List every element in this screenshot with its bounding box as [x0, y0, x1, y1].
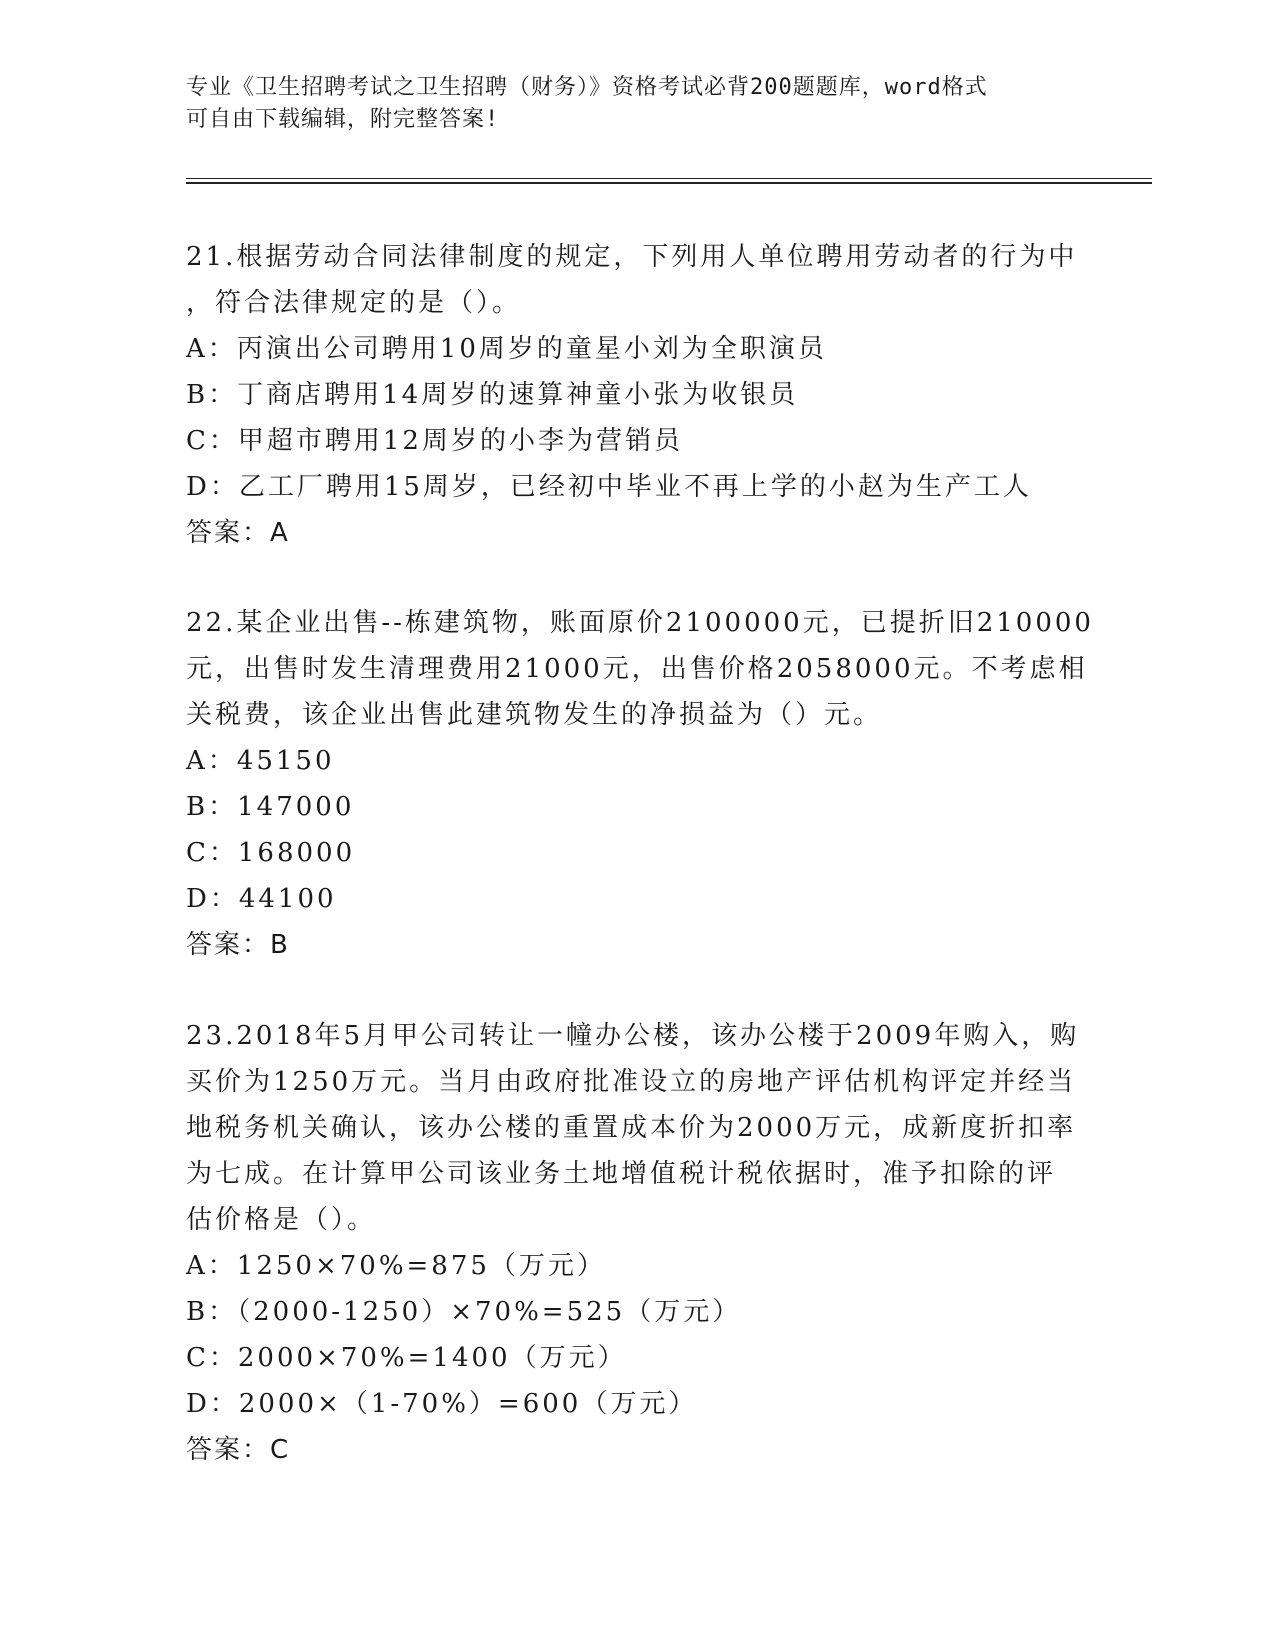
option-d: D：2000×（1-70%）=600（万元）	[186, 1389, 698, 1419]
question-block	[186, 234, 1086, 556]
option-d: D：44100	[186, 884, 337, 914]
option-b: B：丁商店聘用14周岁的速算神童小张为收银员	[186, 380, 799, 410]
header-divider	[186, 178, 1152, 179]
option-a: A：1250×70%=875（万元）	[186, 1251, 606, 1281]
option-d: D：乙工厂聘用15周岁，已经初中毕业不再上学的小赵为生产工人	[186, 472, 1032, 502]
question-stem-line: 22.某企业出售--栋建筑物，账面原价2100000元，已提折旧210000	[186, 608, 1094, 638]
option-c: C：2000×70%=1400（万元）	[186, 1343, 627, 1373]
answer: 答案：B	[186, 930, 290, 960]
question-stem	[186, 234, 1086, 326]
question-stem	[186, 600, 1094, 738]
question-stem-line: 买价为1250万元。当月由政府批准设立的房地产评估机构评定并经当	[186, 1067, 1077, 1097]
document-header	[186, 72, 1086, 136]
header-divider	[186, 182, 1152, 184]
question-stem-line: 元，出售时发生清理费用21000元，出售价格2058000元。不考虑相	[186, 654, 1088, 684]
option-a: A：丙演出公司聘用10周岁的童星小刘为全职演员	[186, 334, 827, 364]
question-stem-line: 估价格是（）。	[186, 1205, 377, 1235]
header-line: 专业《卫生招聘考试之卫生招聘（财务）》资格考试必背200题题库，word格式	[186, 75, 988, 100]
option-c: C：甲超市聘用12周岁的小李为营销员	[186, 426, 683, 456]
question-block	[186, 1013, 1086, 1473]
question-block	[186, 600, 1094, 968]
question-stem-line: 23.2018年5月甲公司转让一幢办公楼，该办公楼于2009年购入，购	[186, 1021, 1080, 1051]
question-stem-line: 为七成。在计算甲公司该业务土地增值税计税依据时，准予扣除的评	[186, 1159, 1057, 1189]
question-stem-line: 地税务机关确认，该办公楼的重置成本价为2000万元，成新度折扣率	[186, 1113, 1077, 1143]
header-line: 可自由下载编辑，附完整答案!	[186, 107, 500, 132]
option-a: A：45150	[186, 746, 335, 776]
question-stem	[186, 1013, 1086, 1243]
answer: 答案：C	[186, 1435, 291, 1465]
question-stem-line: 关税费，该企业出售此建筑物发生的净损益为（）元。	[186, 700, 883, 730]
option-c: C：168000	[186, 838, 356, 868]
answer: 答案：A	[186, 518, 290, 548]
question-stem-line: 21.根据劳动合同法律制度的规定，下列用人单位聘用劳动者的行为中	[186, 242, 1078, 272]
option-b: B：147000	[186, 792, 355, 822]
question-stem-line: ，符合法律规定的是（）。	[186, 288, 522, 318]
option-b: B：（2000-1250）×70%=525（万元）	[186, 1297, 742, 1327]
